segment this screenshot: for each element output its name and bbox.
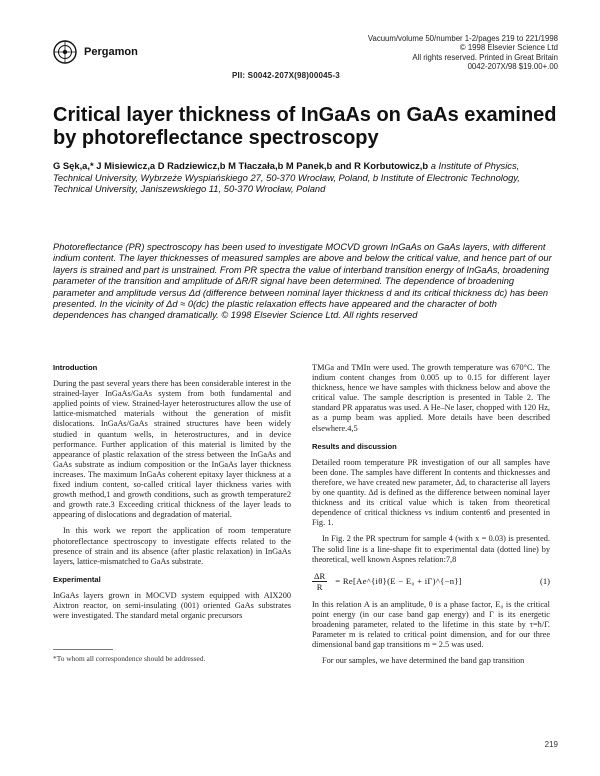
equation-numerator: ΔR [314, 570, 326, 581]
results-paragraph: For our samples, we have determined the band gap transition [322, 656, 525, 666]
experimental-paragraph: InGaAs layers grown in MOCVD system equipped with AIX200 Aixtron reactor, on semi-insulating (001) oriented GaAs substrates were investigated. The standard metal organic precursors [53, 590, 291, 621]
results-heading: Results and discussion [312, 441, 397, 451]
introduction-heading: Introduction [53, 363, 98, 372]
results-paragraph: In this relation A is an amplitude, θ is a phase factor, E₀ is the critical point energy (in our case band gap energy) and Γ is its energetic broadening parameter, related to the lifetime in this state by τ=ħ/Γ. Parameter m is related to critical point dimension, and for our three dimensional band gap transitions m = 2.5 was used. [312, 599, 550, 650]
publisher-name: Pergamon [84, 46, 138, 58]
experimental-paragraph: TMGa and TMIn were used. The growth temperature was 670°C. The indium content changes from 0.005 up to 0.15 for different layer thickness, hence we have samples with thickness below and above the critical value. The sample description is presented in Table 2. The standard PR apparatus was used. A He–Ne laser, chopped with 120 Hz, as a pump beam was applied. More details have been described elsewhere.4,5 [312, 363, 550, 433]
article-title: Critical layer thickness of InGaAs on GaAs examined by photoreflectance spectroscopy [53, 104, 557, 149]
author-block [53, 160, 553, 195]
journal-line: 0042-207X/98 $19.00+.00 [467, 62, 558, 72]
introduction-paragraph: In this work we report the application of room temperature photoreflectance spectroscopy to investigate effects related to the presence of strain and its absence (after plastic relaxation) in InGaAs layers, lattice-mismatched to GaAs substrate. [53, 526, 291, 566]
publisher-logo [53, 40, 138, 64]
journal-line: © 1998 Elsevier Science Ltd [459, 43, 558, 53]
equation-number: (1) [539, 576, 550, 587]
experimental-heading: Experimental [53, 574, 101, 584]
correspondence-footnote: *To whom all correspondence should be addressed. [53, 654, 206, 664]
results-paragraph: Detailed room temperature PR investigation of our all samples have been done. The samples have different In contents and thicknesses and therefore, we have created new parameter, Δd, to characterise all layers by one quantity. Δd is defined as the difference between nominal layer thickness and its critical value which is taken from theoretical dependence of critical thickness vs indium content6 and presented in Fig. 1. [312, 457, 550, 528]
journal-line: All rights reserved. Printed in Great Britain [412, 52, 558, 62]
page-number: 219 [544, 740, 558, 749]
footnote-divider [53, 649, 113, 650]
author-names: G Sęk,a,* J Misiewicz,a D Radziewicz,b M Tłaczała,b M Panek,b and R Korbutowicz,b [53, 160, 429, 171]
author-affiliations: a Institute of Physics, Technical University, Wybrzeże Wyspiańskiego 27, 50-370 Wrocław, Poland, b Institute of Electronic Technology, Technical University, Janiszewskiego 11, 50-370 Wrocław, Poland [53, 160, 520, 194]
journal-info [368, 34, 558, 72]
equation-body: = Re[Ae^{iθ}(E − E₀ + iΓ)^{−n}] [335, 576, 462, 587]
equation-fraction [312, 571, 327, 592]
equation-denominator: R [316, 581, 323, 592]
left-column [53, 363, 291, 669]
introduction-paragraph: During the past several years there has been considerable interest in the strained-layer InGaAs/GaAs system from both fundamental and applied points of view. Strained-layer heterostructures allow the use of lattice-mismatched materials without the generation of misfit dislocations. InGaAs/GaAs strained structures have been widely studied in quantum wells, in heterostructures, and in device performance. Further application of this material is limited by the appearance of plastic relaxation of the stress between the InGaAs and GaAs substrate as indium composition or the InGaAs layer thickness increases. The maximum InGaAs coherent epitaxy layer thickness at a fixed indium content, so-called critical layer thickness varies with growth method,1 and growth conditions, such as growth temperature2 and growth rate.3 Exceeding critical thickness of the layer leads to appearing of dislocations and degradation of material. [53, 379, 291, 520]
pergamon-logo-icon [53, 40, 77, 64]
aspnes-equation [312, 571, 550, 592]
journal-line: Vacuum/volume 50/number 1-2/pages 219 to 221/1998 [367, 34, 558, 43]
results-paragraph: In Fig. 2 the PR spectrum for sample 4 (with x = 0.03) is presented. The solid line is a line-shape fit to experimental data (dotted line) by theoretical, well known Aspnes relation:7,8 [312, 534, 550, 564]
right-column [312, 363, 550, 672]
abstract: Photoreflectance (PR) spectroscopy has been used to investigate MOCVD grown InGaAs on GaAs layers, with different indium content. The layer thicknesses of measured samples are above and below the critical value, and hence part of our layers is strained and part is unstrained. From PR spectra the value of interband transition energy of InGaAs, broadening parameter of the transition and amplitude of ΔR/R signal have been determined. The dependence of broadening parameter and amplitude versus Δd (difference between nominal layer thickness d and its critical thickness dc) has been presented. In the vicinity of Δd ≈ 0(dc) the plastic relaxation effects have appeared and the character of both dependences has changed dramatically. © 1998 Elsevier Science Ltd. All rights reserved [53, 242, 552, 321]
pii-code: PII: S0042-207X(98)00045-3 [232, 71, 340, 80]
